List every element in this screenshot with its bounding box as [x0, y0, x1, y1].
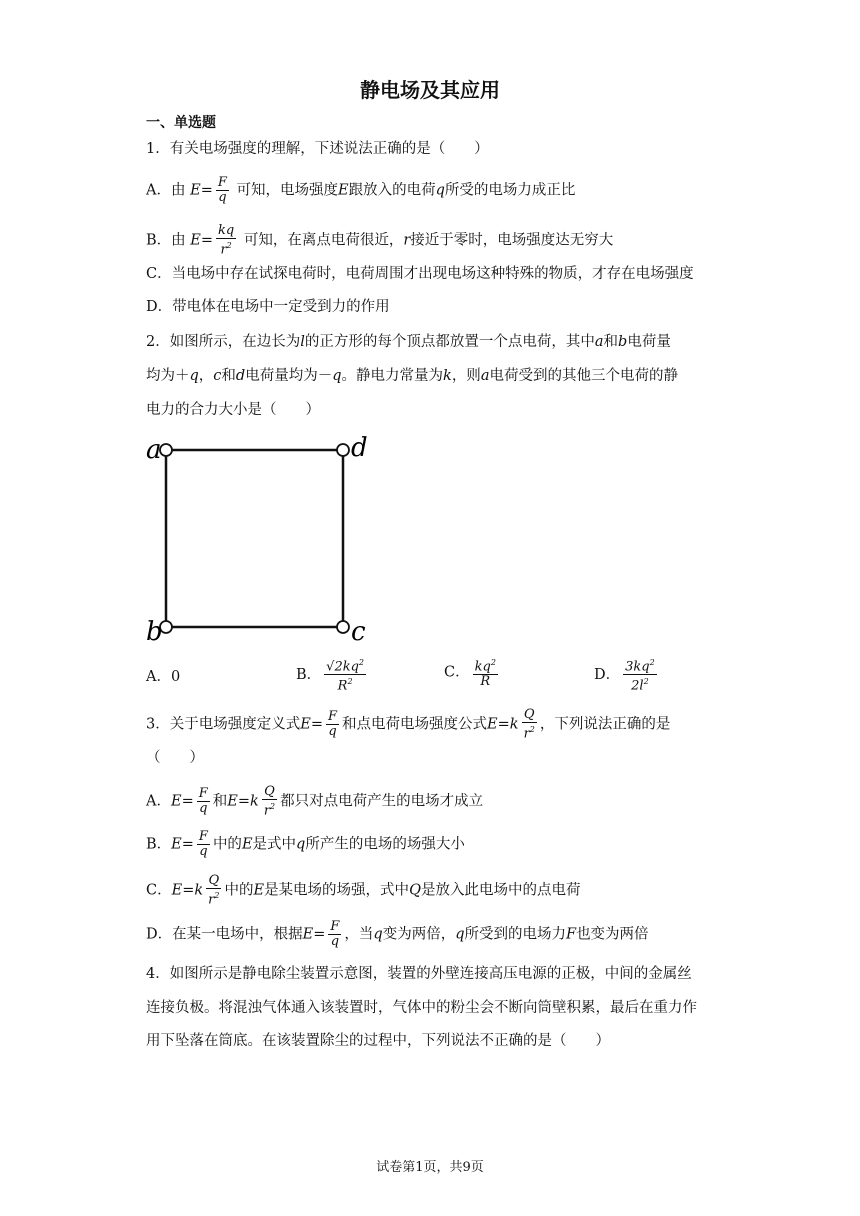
q2-option-a[interactable]: A．0	[146, 669, 181, 685]
formula-3kq2-over-2l2: $\frac{3kq^2}{2l^2}$	[625, 658, 655, 694]
label-b: b	[146, 617, 163, 647]
square-charge-diagram	[140, 430, 380, 650]
text: A．由	[146, 182, 186, 199]
charge-d	[337, 444, 349, 456]
text: ，当	[344, 926, 374, 943]
formula-sqrt2kq2-over-R2: $\frac{√2kq^2}{R^2}$	[326, 658, 365, 694]
text: B．	[146, 836, 172, 853]
text: 中的	[224, 882, 254, 899]
q4-line3: 用下坠落在筒底。在该装置除尘的过程中，下列说法不正确的是（ ）	[146, 1033, 610, 1049]
text: 接近于零时，电场强度达无穷大	[410, 232, 614, 249]
text: 电荷量	[627, 334, 671, 350]
text: 跟放入的电荷	[348, 182, 436, 199]
q2-option-c[interactable]	[444, 656, 501, 689]
q3-option-b[interactable]: B．E= $\frac{F}{q}$ 中的E是式中q所产生的电场的场强大小	[146, 829, 465, 859]
text: 均为＋	[146, 368, 190, 384]
label-c: c	[351, 617, 366, 647]
q1-option-b[interactable]: B．由 E= $\frac{kq}{r^2}$ 可知，在离点电荷很近，r接近于零时，电场强度达无穷大	[146, 223, 614, 258]
text: C．	[444, 664, 470, 681]
text: 都只对点电荷产生的电场才成立	[280, 793, 484, 810]
formula-kq-over-r2: $\frac{kq}{r^2}$	[218, 223, 235, 258]
charge-c	[337, 621, 349, 633]
square-outline	[166, 450, 343, 627]
text: 。静电力常量为	[341, 368, 444, 384]
formula-F-over-q: $\frac{F}{q}$	[217, 175, 227, 205]
text: 所受的电场力成正比	[444, 182, 576, 199]
q2-line3: 电力的合力大小是（ ）	[146, 402, 320, 418]
text: 也变为两倍	[576, 926, 649, 943]
charge-a	[160, 444, 172, 456]
var-E: E	[190, 182, 201, 199]
label-d: d	[351, 433, 368, 463]
text: C．	[146, 882, 172, 899]
text: 是放入此电场中的点电荷	[420, 882, 581, 899]
text: 所产生的电场的场强大小	[305, 836, 465, 853]
text: A．	[146, 793, 171, 810]
q3-option-d[interactable]: D．在某一电场中，根据E= $\frac{F}{q}$ ，当q变为两倍，q所受到的电场力F也变为两倍	[146, 919, 649, 949]
q4-line2: 连接负极。将混浊气体通入该装置时，气体中的粉尘会不断向筒壁积累，最后在重力作	[146, 1000, 697, 1016]
text: 所受到的电场力	[464, 926, 566, 943]
text: 和点电荷电场强度公式	[342, 716, 488, 733]
q3-line2: （ ）	[146, 750, 204, 766]
text: 是某电场的场强，式中	[264, 882, 410, 899]
label-a: a	[146, 435, 162, 465]
q2-line2: 均为＋q，c和d电荷量均为－q。静电力常量为k，则a电荷受到的其他三个电荷的静	[146, 368, 678, 384]
formula-kq2-over-R: $\frac{kq^2}{R}$	[474, 658, 496, 690]
q3-line1: 3．关于电场强度定义式E= $\frac{F}{q}$ 和点电荷电场强度公式E=k $\frac{Q}{r^2}$ ，下列说法正确的是	[146, 707, 671, 742]
page-title: 静电场及其应用	[360, 78, 500, 102]
q2-option-b[interactable]	[296, 656, 369, 694]
q2-line1: 2．如图所示，在边长为l的正方形的每个顶点都放置一个点电荷，其中a和b电荷量	[146, 334, 671, 350]
section-heading: 一、单选题	[146, 115, 216, 131]
text: B．	[296, 666, 322, 683]
q2-option-d[interactable]	[594, 656, 660, 694]
text: 电荷受到的其他三个电荷的静	[489, 368, 678, 384]
q1-option-a[interactable]: A．由 E= $\frac{F}{q}$ 可知，电场强度E跟放入的电荷q所受的电场力成正比	[146, 175, 576, 205]
q3-option-c[interactable]: C．E=k $\frac{Q}{r^2}$ 中的E是某电场的场强，式中Q是放入此电场中的点电荷	[146, 873, 581, 908]
text: D．	[594, 666, 621, 683]
text: B．由	[146, 232, 186, 249]
q1-option-c[interactable]: C．当电场中存在试探电荷时，电荷周围才出现电场这种特殊的物质，才存在电场强度	[146, 266, 694, 282]
page-footer: 试卷第1页，共9页	[376, 1160, 484, 1175]
text: ，下列说法正确的是	[539, 716, 671, 733]
text: 中的	[212, 836, 242, 853]
text: 可知，电场强度	[236, 182, 338, 199]
text: 和	[212, 793, 228, 810]
text: ，则	[451, 368, 481, 384]
text: 可知，在离点电荷很近，	[243, 232, 404, 249]
text: 是式中	[252, 836, 297, 853]
text: ，	[198, 368, 214, 384]
q4-line1: 4．如图所示是静电除尘装置示意图，装置的外壁连接高压电源的正极，中间的金属丝	[146, 966, 692, 982]
q3-option-a[interactable]: A．E= $\frac{F}{q}$ 和E=k $\frac{Q}{r^2}$ 都只对点电荷产生的电场才成立	[146, 784, 484, 819]
text: 的正方形的每个顶点都放置一个点电荷，其中	[304, 334, 595, 350]
text: 和	[221, 368, 236, 384]
q1-stem: 1．有关电场强度的理解，下述说法正确的是（ ）	[146, 141, 489, 157]
text: 电荷量均为－	[245, 368, 333, 384]
text: 变为两倍，	[382, 926, 456, 943]
text: 2．如图所示，在边长为	[146, 334, 301, 350]
text: D．在某一电场中，根据	[146, 926, 303, 943]
q1-option-d[interactable]: D．带电体在电场中一定受到力的作用	[146, 299, 390, 315]
text: 3．关于电场强度定义式	[146, 716, 301, 733]
text: 和	[603, 334, 619, 350]
